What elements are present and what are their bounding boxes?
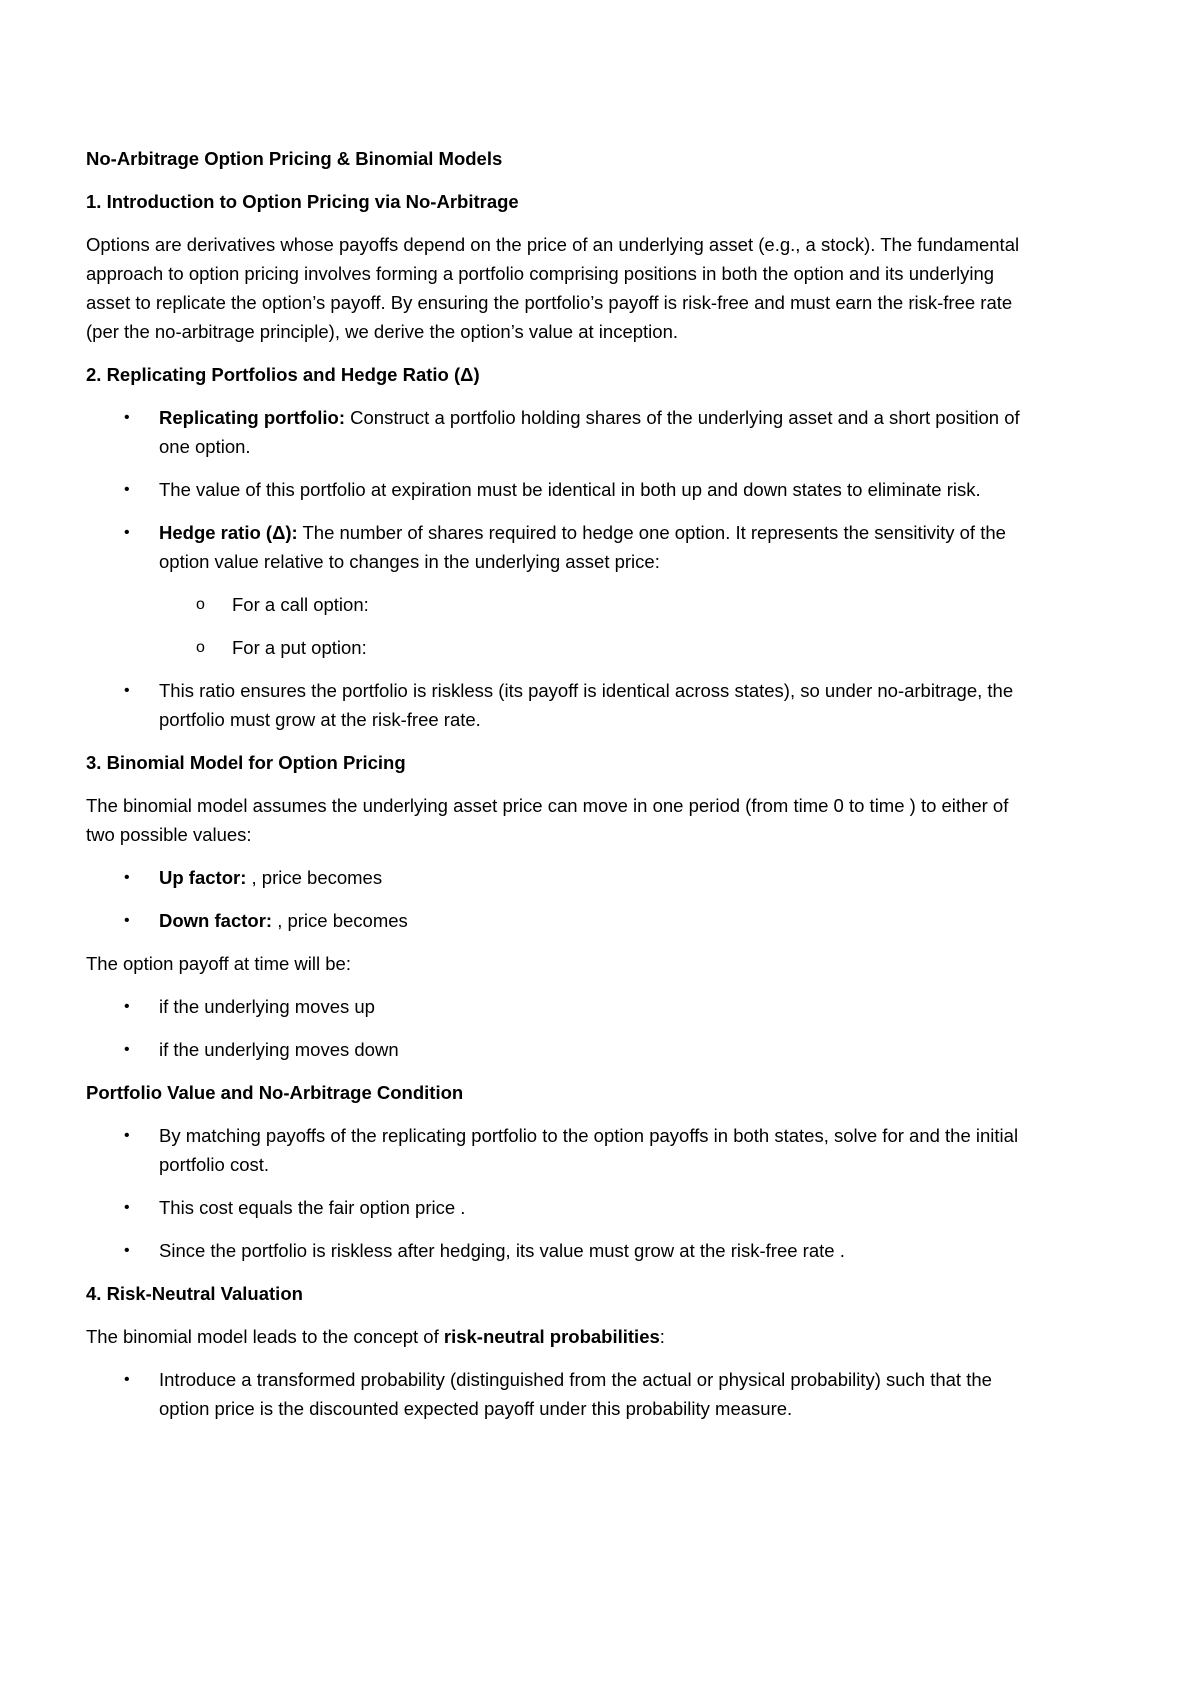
item-text: For a put option: [232, 637, 367, 658]
bullet-icon: • [124, 481, 130, 498]
list-item [86, 1193, 1026, 1222]
item-text: if the underlying moves up [159, 996, 375, 1017]
list-item [86, 863, 1026, 892]
item-text: By matching payoffs of the replicating portfolio to the option payoffs in both states, solve for and the initial portfolio cost. [159, 1125, 1019, 1175]
item-text: This ratio ensures the portfolio is riskless (its payoff is identical across states), so under no-arbitrage, the portfolio must grow at the risk-free rate. [159, 680, 1014, 730]
item-text: For a call option: [232, 594, 369, 615]
portfolio-value-heading: Portfolio Value and No-Arbitrage Condition [86, 1082, 464, 1103]
item-text: , price becomes [272, 910, 408, 931]
section-3-heading: 3. Binomial Model for Option Pricing [86, 752, 406, 773]
document-page [86, 144, 1026, 1437]
section-3-list [86, 863, 1026, 935]
list-item [86, 518, 1026, 576]
list-item [86, 906, 1026, 935]
circle-bullet-icon: o [196, 596, 205, 613]
bullet-icon: • [124, 524, 130, 541]
item-label: Replicating portfolio: [159, 407, 346, 428]
circle-bullet-icon: o [196, 639, 205, 656]
section-1-paragraph: Options are derivatives whose payoffs depend on the price of an underlying asset (e.g., a stock). The fundamental approach to option pricing involves forming a portfolio comprising positions in both the option and its underlying asset to replicate the option’s payoff. By ensuring the portfolio’s payoff is risk-free and must earn the risk-free rate (per the no-arbitrage principle), we derive the option’s value at inception. [86, 234, 1020, 342]
list-item [86, 1121, 1026, 1179]
item-text: Introduce a transformed probability (distinguished from the actual or physical probability) such that the option price is the discounted expected payoff under this probability measure. [159, 1369, 992, 1419]
section-2-list-continued [86, 676, 1026, 734]
paragraph-text-end: : [659, 1326, 665, 1347]
item-text: The number of shares required to hedge one option. It represents the sensitivity of the option value relative to changes in the underlying asset price: [159, 522, 1006, 572]
bullet-icon: • [124, 409, 130, 426]
list-item [86, 676, 1026, 734]
list-item [86, 403, 1026, 461]
section-3-payoff-list [86, 992, 1026, 1064]
paragraph-text: The binomial model leads to the concept of [86, 1326, 444, 1347]
paragraph-emphasis: risk-neutral probabilities [443, 1326, 660, 1347]
section-4-heading: 4. Risk-Neutral Valuation [86, 1283, 303, 1304]
section-4-paragraph [86, 1322, 1026, 1351]
bullet-icon: • [124, 1041, 130, 1058]
bullet-icon: • [124, 998, 130, 1015]
section-2-sublist [86, 590, 1026, 662]
portfolio-value-list [86, 1121, 1026, 1265]
section-3-paragraph-2: The option payoff at time will be: [86, 953, 351, 974]
bullet-icon: • [124, 682, 130, 699]
section-1-heading: 1. Introduction to Option Pricing via No-Arbitrage [86, 191, 519, 212]
list-item [86, 992, 1026, 1021]
item-text: This cost equals the fair option price . [159, 1197, 466, 1218]
list-item [86, 1035, 1026, 1064]
section-4-list [86, 1365, 1026, 1423]
list-item [86, 475, 1026, 504]
section-3-paragraph: The binomial model assumes the underlying asset price can move in one period (from time 0 to time ) to either of two possible values: [86, 795, 1009, 845]
item-text: Since the portfolio is riskless after hedging, its value must grow at the risk-free rate . [159, 1240, 845, 1261]
bullet-icon: • [124, 1127, 130, 1144]
list-item [86, 1236, 1026, 1265]
item-text: The value of this portfolio at expiration must be identical in both up and down states to eliminate risk. [159, 479, 981, 500]
document-title: No-Arbitrage Option Pricing & Binomial Models [86, 148, 503, 169]
item-text: if the underlying moves down [159, 1039, 399, 1060]
section-2-heading: 2. Replicating Portfolios and Hedge Ratio (Δ) [86, 364, 480, 385]
bullet-icon: • [124, 869, 130, 886]
item-label: Down factor: [159, 910, 273, 931]
item-text: , price becomes [246, 867, 383, 888]
sub-list-item [86, 590, 1026, 619]
bullet-icon: • [124, 912, 130, 929]
section-2-list [86, 403, 1026, 576]
bullet-icon: • [124, 1242, 130, 1259]
bullet-icon: • [124, 1199, 130, 1216]
item-label: Hedge ratio (Δ): [159, 522, 298, 543]
item-label: Up factor: [159, 867, 247, 888]
list-item [86, 1365, 1026, 1423]
bullet-icon: • [124, 1371, 130, 1388]
sub-list-item [86, 633, 1026, 662]
item-text: Construct a portfolio holding shares of the underlying asset and a short position of one option. [159, 407, 1020, 457]
